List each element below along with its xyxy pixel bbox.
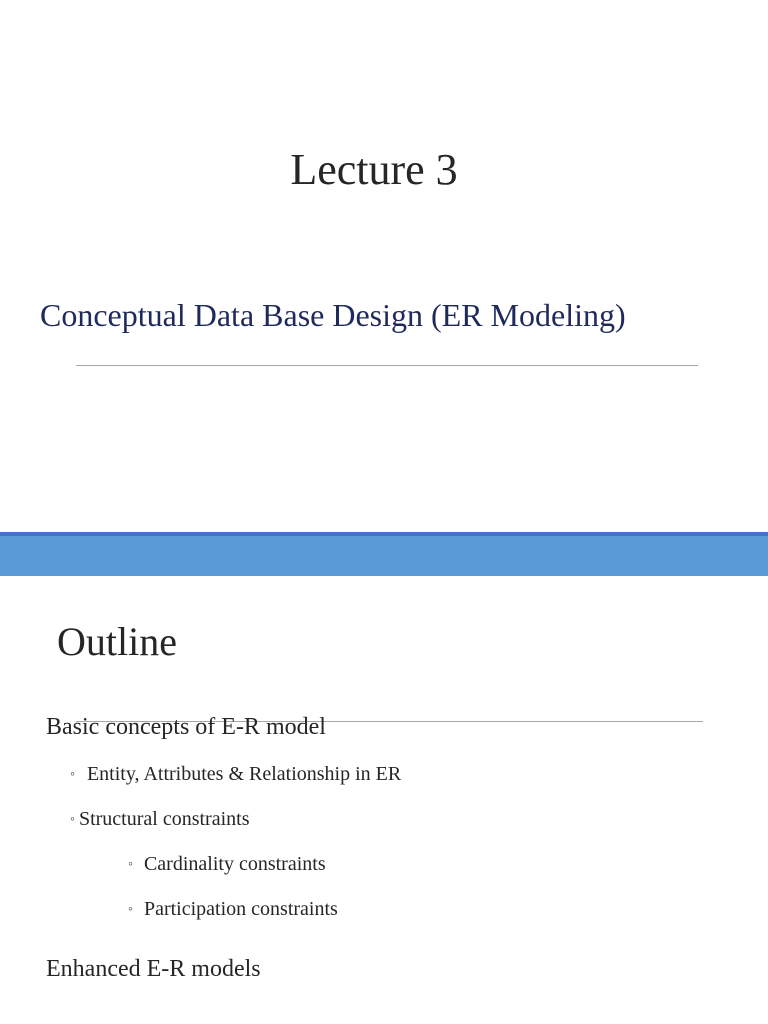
outline-slide <box>0 576 768 1024</box>
list-item-text: Enhanced E-R models <box>46 956 261 982</box>
list-item-text: Basic concepts of E-R model <box>46 714 326 740</box>
list-item-text: Cardinality constraints <box>143 853 326 875</box>
circle-bullet-icon: ◦ <box>70 767 75 782</box>
list-item-text: Entity, Attributes & Relationship in ER <box>86 763 402 785</box>
list-item-text: Participation constraints <box>143 898 338 920</box>
slide-separator-band <box>0 532 768 576</box>
circle-bullet-icon: ◦ <box>128 902 133 917</box>
list-item-level3 <box>128 851 326 878</box>
circle-bullet-icon: ◦ <box>70 812 75 827</box>
list-item-text: Structural constraints <box>78 808 250 830</box>
outline-title: Outline <box>57 619 177 664</box>
separator-top-line <box>0 532 768 536</box>
title-divider-line <box>76 365 698 366</box>
list-item-level2 <box>70 761 401 788</box>
slide-subtitle: Conceptual Data Base Design (ER Modeling) <box>40 297 626 333</box>
list-item-level3 <box>128 896 338 923</box>
slide-title: Lecture 3 <box>290 145 458 194</box>
list-item-level2 <box>70 806 250 833</box>
list-item-level1 <box>46 712 326 742</box>
circle-bullet-icon: ◦ <box>128 857 133 872</box>
list-item-level1 <box>46 954 261 984</box>
